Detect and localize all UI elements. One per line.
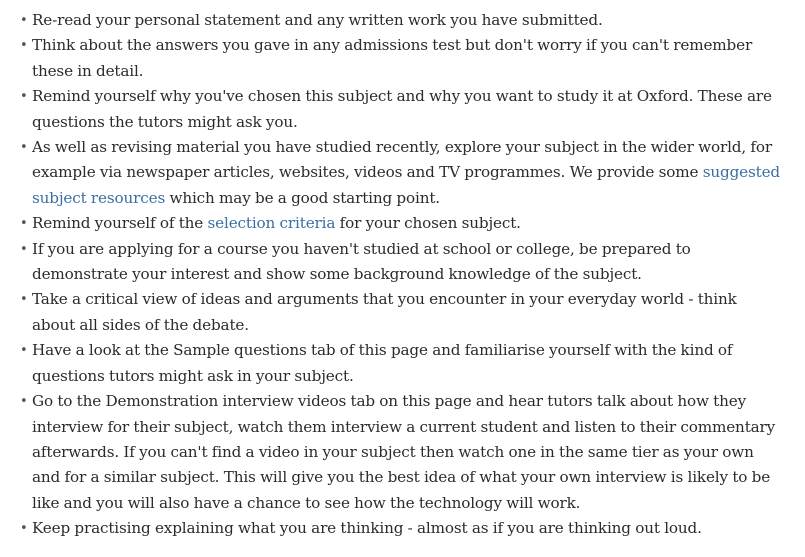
list-item <box>20 135 782 211</box>
list-item-text: for your chosen subject. <box>335 214 521 233</box>
list-item-text: Remind yourself of the <box>32 214 208 233</box>
list-item-text: Think about the answers you gave in any admissions test but don't worry if you can't remember these in detail. <box>32 36 753 80</box>
bullet-icon: • <box>20 140 28 156</box>
list-item-text: As well as revising material you have studied recently, explore your subject in the wider world, for example via newspaper articles, websites, videos and TV programmes. We provide some <box>32 138 772 182</box>
list-item-text: If you are applying for a course you haven't studied at school or college, be prepared to demonstrate your interest and show some background knowledge of the subject. <box>32 239 691 284</box>
bullet-icon: • <box>20 394 28 410</box>
bullet-icon: • <box>20 38 28 54</box>
bullet-icon: • <box>20 89 28 105</box>
list-item <box>20 33 782 84</box>
list-item <box>20 8 782 33</box>
bullet-icon: • <box>20 216 28 232</box>
list-item <box>20 338 782 389</box>
list-item <box>20 237 782 288</box>
list-item-text: Take a critical view of ideas and arguments that you encounter in your everyday world - think about all sides of the debate. <box>32 290 737 334</box>
bullet-icon: • <box>20 343 28 359</box>
bullet-icon: • <box>20 241 28 257</box>
selection-criteria-link[interactable]: selection criteria <box>207 214 336 233</box>
list-item-text: which may be a good starting point. <box>165 188 440 207</box>
list-item-text: Re-read your personal statement and any written work you have submitted. <box>32 11 603 29</box>
list-item <box>20 516 782 541</box>
suggested-subject-resources-link[interactable]: suggested subject resources <box>32 163 780 207</box>
list-item-text: Keep practising explaining what you are thinking - almost as if you are thinking out loud. <box>32 519 702 538</box>
bullet-icon: • <box>20 13 28 28</box>
bullet-icon: • <box>20 521 28 537</box>
list-item <box>20 287 782 338</box>
bullet-icon: • <box>20 292 28 308</box>
list-item <box>20 389 782 516</box>
list-item <box>20 211 782 236</box>
interview-preparation-list <box>20 8 782 542</box>
list-item <box>20 84 782 135</box>
list-item-text: Go to the Demonstration interview videos tab on this page and hear tutors talk about how they interview for their subject, watch them interview a current student and listen to their commentary afterwards. If you can't find a video in your subject then watch one in the same tier as your own and for a similar subject. This will give you the best idea of what your own interview is likely to be like and you will also have a chance to see how the technology will work. <box>32 392 776 512</box>
list-item-text: Remind yourself why you've chosen this subject and why you want to study it at Oxford. These are questions the tutors might ask you. <box>32 87 772 131</box>
list-item-text: Have a look at the Sample questions tab of this page and familiarise yourself with the kind of questions tutors might ask in your subject. <box>32 341 733 385</box>
